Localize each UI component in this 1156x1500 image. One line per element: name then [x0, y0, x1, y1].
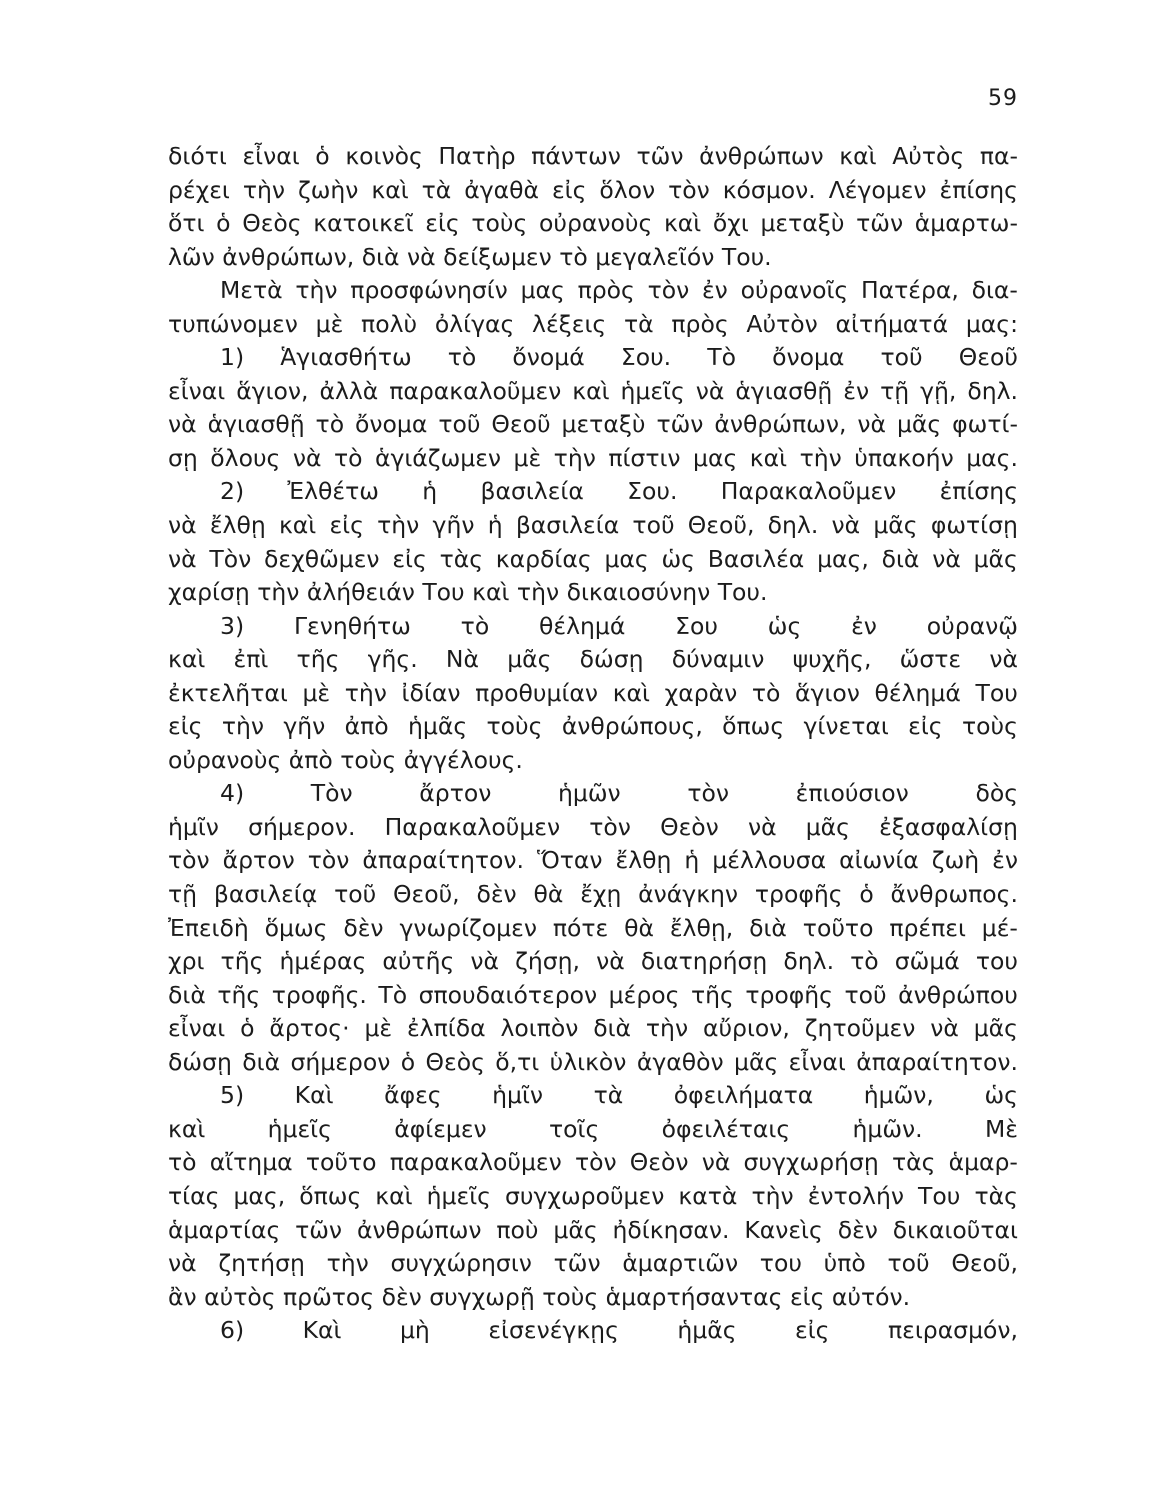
- text-line: δώσῃ διὰ σήμερον ὁ Θεὸς ὅ,τι ὑλικὸν ἀγαθὸν μᾶς εἶναι ἀπαραίτητον.: [168, 1047, 1018, 1076]
- text-line: σῃ ὅλους νὰ τὸ ἁγιάζωμεν μὲ τὴν πίστιν μας καὶ τὴν ὑπακοήν μας.: [168, 443, 1018, 472]
- text-line: 6) Καὶ μὴ εἰσενέγκῃς ἡμᾶς εἰς πειρασμόν,: [220, 1316, 1018, 1345]
- text-line: τυπώνομεν μὲ πολὺ ὀλίγας λέξεις τὰ πρὸς Αὐτὸν αἰτήματά μας:: [168, 309, 1018, 338]
- text-line: εἶναι ἅγιον, ἀλλὰ παρακαλοῦμεν καὶ ἡμεῖς νὰ ἁγιασθῇ ἐν τῇ γῇ, δηλ.: [168, 376, 1018, 405]
- text-line: τίας μας, ὅπως καὶ ἡμεῖς συγχωροῦμεν κατὰ τὴν ἐντολήν Του τὰς: [168, 1181, 1018, 1210]
- text-line: ἁμαρτίας τῶν ἀνθρώπων ποὺ μᾶς ἠδίκησαν. Κανεὶς δὲν δικαιοῦται: [168, 1215, 1018, 1244]
- text-line: ἡμῖν σήμερον. Παρακαλοῦμεν τὸν Θεὸν νὰ μᾶς ἐξασφαλίσῃ: [168, 812, 1018, 841]
- text-line: 1) Ἁγιασθήτω τὸ ὄνομά Σου. Τὸ ὄνομα τοῦ Θεοῦ: [220, 343, 1018, 372]
- text-line: νὰ ἔλθῃ καὶ εἰς τὴν γῆν ἡ βασιλεία τοῦ Θεοῦ, δηλ. νὰ μᾶς φωτίσῃ: [168, 511, 1018, 540]
- text-line: 2) Ἐλθέτω ἡ βασιλεία Σου. Παρακαλοῦμεν ἐπίσης: [220, 477, 1018, 506]
- text-line: ὅτι ὁ Θεὸς κατοικεῖ εἰς τοὺς οὐρανοὺς καὶ ὄχι μεταξὺ τῶν ἁμαρτω-: [168, 209, 1018, 238]
- text-line: εἰς τὴν γῆν ἀπὸ ἡμᾶς τοὺς ἀνθρώπους, ὅπως γίνεται εἰς τοὺς: [168, 712, 1018, 741]
- page-number: 59: [988, 86, 1018, 111]
- text-line: τῇ βασιλείᾳ τοῦ Θεοῦ, δὲν θὰ ἔχῃ ἀνάγκην τροφῆς ὁ ἄνθρωπος.: [168, 880, 1018, 909]
- text-line: 5) Καὶ ἄφες ἡμῖν τὰ ὀφειλήματα ἡμῶν, ὡς: [220, 1081, 1018, 1110]
- text-line: χαρίσῃ τὴν ἀλήθειάν Του καὶ τὴν δικαιοσύνην Του.: [168, 578, 768, 607]
- text-line: εἶναι ὁ ἄρτος· μὲ ἐλπίδα λοιπὸν διὰ τὴν αὔριον, ζητοῦμεν νὰ μᾶς: [168, 1014, 1018, 1043]
- text-line: 4) Τὸν ἄρτον ἡμῶν τὸν ἐπιούσιον δὸς: [220, 779, 1018, 808]
- text-line: διὰ τῆς τροφῆς. Τὸ σπουδαιότερον μέρος τῆς τροφῆς τοῦ ἀνθρώπου: [168, 980, 1018, 1009]
- text-line: καὶ ἡμεῖς ἀφίεμεν τοῖς ὀφειλέταις ἡμῶν. Μὲ: [168, 1114, 1018, 1143]
- text-line: Μετὰ τὴν προσφώνησίν μας πρὸς τὸν ἐν οὐρανοῖς Πατέρα, δια-: [220, 276, 1018, 305]
- text-line: τὸν ἄρτον τὸν ἀπαραίτητον. Ὅταν ἔλθῃ ἡ μέλλουσα αἰωνία ζωὴ ἐν: [168, 846, 1018, 875]
- text-line: Ἐπειδὴ ὅμως δὲν γνωρίζομεν πότε θὰ ἔλθῃ, διὰ τοῦτο πρέπει μέ-: [168, 913, 1018, 942]
- text-line: ἂν αὐτὸς πρῶτος δὲν συγχωρῇ τοὺς ἁμαρτήσαντας εἰς αὐτόν.: [168, 1282, 911, 1311]
- text-line: 3) Γενηθήτω τὸ θέλημά Σου ὡς ἐν οὐρανῷ: [220, 611, 1018, 640]
- text-line: νὰ ἁγιασθῇ τὸ ὄνομα τοῦ Θεοῦ μεταξὺ τῶν ἀνθρώπων, νὰ μᾶς φωτί-: [168, 410, 1018, 439]
- text-line: λῶν ἀνθρώπων, διὰ νὰ δείξωμεν τὸ μεγαλεῖόν Του.: [168, 242, 772, 271]
- text-line: διότι εἶναι ὁ κοινὸς Πατὴρ πάντων τῶν ἀνθρώπων καὶ Αὐτὸς πα-: [168, 142, 1018, 170]
- text-line: ἐκτελῆται μὲ τὴν ἰδίαν προθυμίαν καὶ χαρὰν τὸ ἅγιον θέλημά Του: [168, 678, 1018, 707]
- text-line: νὰ Τὸν δεχθῶμεν εἰς τὰς καρδίας μας ὡς Βασιλέα μας, διὰ νὰ μᾶς: [168, 544, 1018, 573]
- text-line: ρέχει τὴν ζωὴν καὶ τὰ ἀγαθὰ εἰς ὅλον τὸν κόσμον. Λέγομεν ἐπίσης: [168, 175, 1018, 204]
- text-line: χρι τῆς ἡμέρας αὐτῆς νὰ ζήσῃ, νὰ διατηρήσῃ δηλ. τὸ σῶμά του: [168, 947, 1018, 976]
- text-line: καὶ ἐπὶ τῆς γῆς. Νὰ μᾶς δώσῃ δύναμιν ψυχῆς, ὥστε νὰ: [168, 645, 1018, 674]
- text-line: τὸ αἴτημα τοῦτο παρακαλοῦμεν τὸν Θεὸν νὰ συγχωρήσῃ τὰς ἁμαρ-: [168, 1148, 1018, 1177]
- text-body: [168, 140, 1018, 1348]
- text-line: οὐρανοὺς ἀπὸ τοὺς ἀγγέλους.: [168, 745, 523, 774]
- text-line: νὰ ζητήσῃ τὴν συγχώρησιν τῶν ἁμαρτιῶν του ὑπὸ τοῦ Θεοῦ,: [168, 1249, 1018, 1278]
